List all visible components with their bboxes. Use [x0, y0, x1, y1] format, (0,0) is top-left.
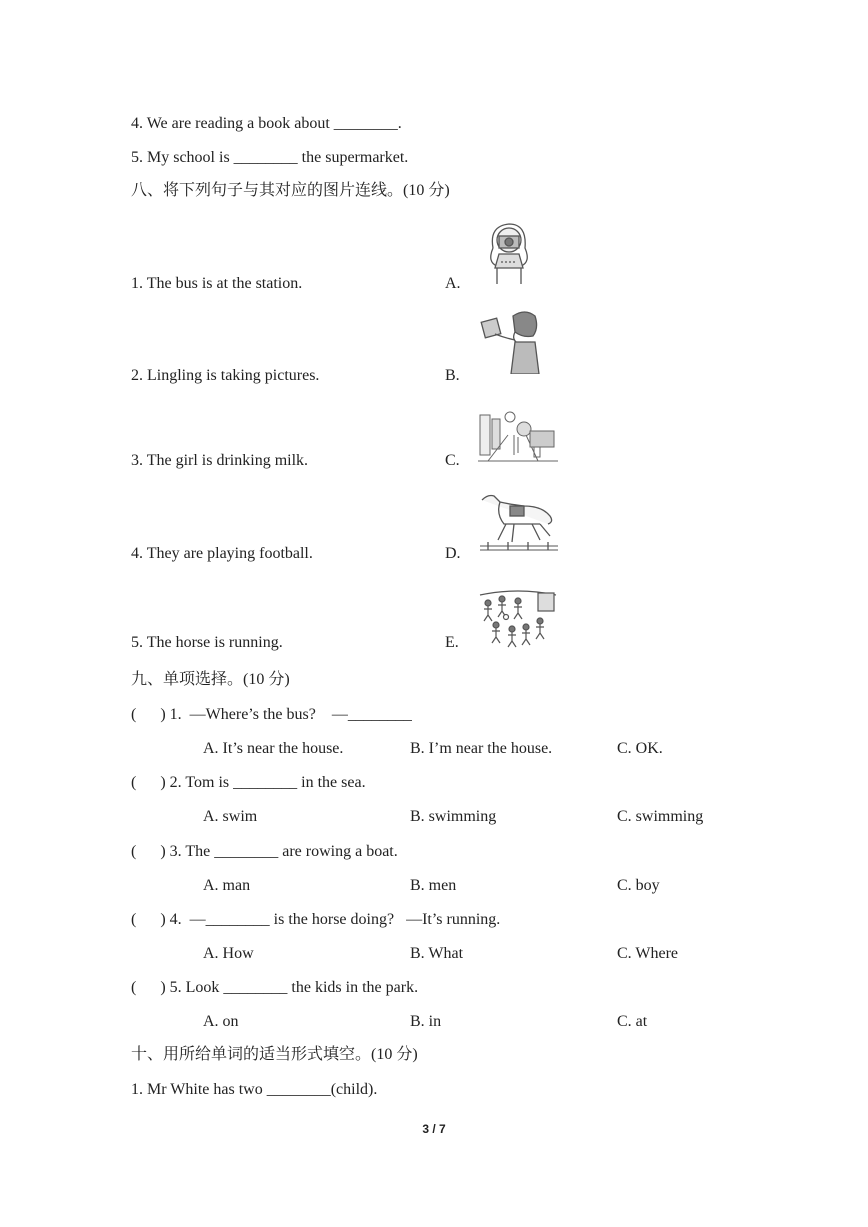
- question-1-option-c: C. OK.: [617, 740, 663, 757]
- fill-item-4: 4. We are reading a book about ________.: [131, 115, 402, 132]
- question-2-option-b: B. swimming: [410, 808, 497, 825]
- match-sentence-3: 3. The girl is drinking milk.: [131, 452, 309, 469]
- match-letter-e: E.: [445, 634, 459, 651]
- question-3-option-c: C. boy: [617, 877, 660, 894]
- section-9-heading: 九、单项选择。(10 分): [131, 671, 290, 688]
- question-5-option-a: A. on: [203, 1013, 239, 1030]
- fill-form-item-1: 1. Mr White has two ________(child).: [131, 1081, 378, 1098]
- question-2-stem: ( ) 2. Tom is ________ in the sea.: [131, 774, 366, 791]
- horse-running-picture: [478, 490, 558, 556]
- question-5-option-c: C. at: [617, 1013, 648, 1030]
- question-5-stem: ( ) 5. Look ________ the kids in the park.: [131, 979, 419, 996]
- match-letter-b: B.: [445, 367, 460, 384]
- question-5-option-b: B. in: [410, 1013, 442, 1030]
- fill-item-5: 5. My school is ________ the supermarket.: [131, 149, 409, 166]
- question-1-option-a: A. It’s near the house.: [203, 740, 344, 757]
- match-sentence-2: 2. Lingling is taking pictures.: [131, 367, 320, 384]
- question-3-option-b: B. men: [410, 877, 457, 894]
- match-sentence-4: 4. They are playing football.: [131, 545, 313, 562]
- question-1-stem: ( ) 1. —Where’s the bus? —________: [131, 706, 412, 723]
- question-3-stem: ( ) 3. The ________ are rowing a boat.: [131, 843, 398, 860]
- boy-drinking-picture: [475, 308, 555, 374]
- match-sentence-5: 5. The horse is running.: [131, 634, 283, 651]
- bus-station-picture: [478, 405, 558, 471]
- question-4-stem: ( ) 4. —________ is the horse doing? —It’s running.: [131, 911, 501, 928]
- match-letter-d: D.: [445, 545, 461, 562]
- section-10-heading: 十、用所给单词的适当形式填空。(10 分): [131, 1046, 418, 1063]
- question-4-option-b: B. What: [410, 945, 464, 962]
- match-sentence-1: 1. The bus is at the station.: [131, 275, 303, 292]
- question-3-option-a: A. man: [203, 877, 251, 894]
- question-1-option-b: B. I’m near the house.: [410, 740, 553, 757]
- question-4-option-a: A. How: [203, 945, 254, 962]
- girl-camera-picture: [475, 218, 555, 284]
- question-4-option-c: C. Where: [617, 945, 679, 962]
- page-number: 3 / 7: [422, 1122, 446, 1136]
- section-8-heading: 八、将下列句子与其对应的图片连线。(10 分): [131, 182, 450, 199]
- question-2-option-a: A. swim: [203, 808, 258, 825]
- match-letter-c: C.: [445, 452, 460, 469]
- match-letter-a: A.: [445, 275, 461, 292]
- question-2-option-c: C. swimming: [617, 808, 704, 825]
- kids-football-picture: [478, 585, 558, 651]
